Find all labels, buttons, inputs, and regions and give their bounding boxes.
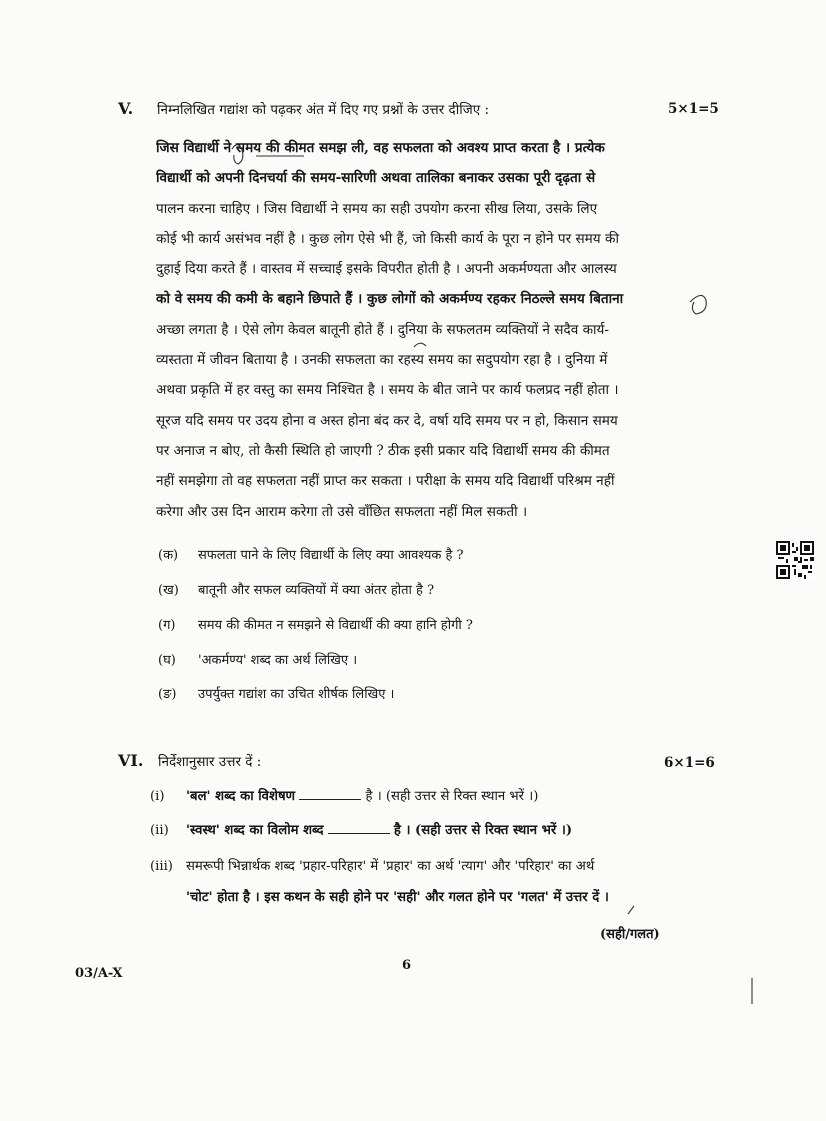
question-text: उपर्युक्त गद्यांश का उचित शीर्षक लिखिए । (198, 687, 395, 702)
section-vi-instruction: निर्देशानुसार उत्तर दें : (158, 754, 262, 770)
section-v-number: V. (118, 99, 134, 118)
section-v-marks: 5×1=5 (668, 101, 719, 117)
passage-line: अथवा प्रकृति में हर वस्तु का समय निश्चित है । समय के बीत जाने पर कार्य फलप्रद नहीं होता । (156, 382, 619, 399)
item-text: समरूपी भिन्नार्थक शब्द 'प्रहार-परिहार' में 'प्रहार' का अर्थ 'त्याग' और 'परिहार' का अर्थ (186, 859, 595, 874)
question-label: (क) (158, 548, 179, 563)
pen-circle-mark (690, 295, 706, 314)
item-label: (i) (150, 789, 165, 804)
passage-line: अच्छा लगता है । ऐसे लोग केवल बातूनी होते हैं । दुनिया के सफलतम व्यक्तियों ने सदैव कार्य- (156, 321, 610, 338)
passage-line: सूरज यदि समय पर उदय होना व अस्त होना बंद कर दे, वर्षा यदि समय पर न हो, किसान समय (156, 412, 618, 429)
section-vi-marks: 6×1=6 (664, 755, 715, 771)
section-v-instruction: निम्नलिखित गद्यांश को पढ़कर अंत में दिए गए प्रश्नों के उत्तर दीजिए : (157, 102, 490, 118)
passage-line: जिस विद्यार्थी ने समय की कीमत समझ ली, वह सफलता को अवश्य प्राप्त करता है । प्रत्येक (156, 140, 605, 156)
question-label: (घ) (158, 653, 176, 668)
section-vi-number: VI. (118, 751, 144, 770)
question-text: बातूनी और सफल व्यक्तियों में क्या अंतर होता है ? (198, 583, 435, 598)
paper-code: 03/A-X (75, 966, 123, 981)
item-text: है । (सही उत्तर से रिक्त स्थान भरें ।) (393, 823, 573, 838)
passage-line: पर अनाज न बोए, तो कैसी स्थिति हो जाएगी ? ठीक इसी प्रकार यदि विद्यार्थी समय की कीमत (156, 442, 610, 459)
passage-line: व्यस्तता में जीवन बिताया है । उनकी सफलता का रहस्य समय का सदुपयोग रहा है । दुनिया में (156, 352, 608, 369)
passage-line: पालन करना चाहिए । जिस विद्यार्थी ने समय का सही उपयोग करना सीख लिया, उसके लिए (156, 200, 598, 217)
question-label: (ङ) (158, 687, 177, 702)
question-label: (ख) (158, 583, 179, 598)
item-text: 'स्वस्थ' शब्द का विलोम शब्द (186, 823, 324, 838)
answer-hint: (सही/गलत) (600, 927, 660, 942)
qr-code (776, 541, 814, 579)
question-text: समय की कीमत न समझने से विद्यार्थी की क्या हानि होगी ? (198, 618, 473, 633)
passage-line: विद्यार्थी को अपनी दिनचर्या की समय-सारिणी अथवा तालिका बनाकर उसका पूरी दृढ़ता से (156, 170, 596, 187)
item-text: 'बल' शब्द का विशेषण (186, 789, 296, 804)
passage-line: करेगा और उस दिन आराम करेगा तो उसे वाँछित सफलता नहीं मिल सकती । (156, 503, 528, 520)
pen-tick (414, 343, 426, 347)
item-label: (ii) (150, 823, 169, 838)
question-label: (ग) (158, 618, 176, 633)
pen-tick-small (628, 906, 634, 914)
page-number: 6 (402, 958, 412, 973)
item-label: (iii) (150, 859, 173, 874)
passage-line: को वे समय की कमी के बहाने छिपाते हैं । कुछ लोगों को अकर्मण्य रहकर निठल्ले समय बिताना (156, 291, 624, 308)
passage-line: दुहाई दिया करते हैं । वास्तव में सच्चाई इसके विपरीत होती है । अपनी अकर्मण्यता और आलस्य (156, 261, 617, 278)
question-text: 'अकर्मण्य' शब्द का अर्थ लिखिए । (198, 653, 358, 668)
question-text: सफलता पाने के लिए विद्यार्थी के लिए क्या आवश्यक है ? (198, 548, 464, 563)
passage-line: नहीं समझेगा तो वह सफलता नहीं प्राप्त कर सकता । परीक्षा के समय यदि विद्यार्थी परिश्रम नहीं (156, 473, 615, 490)
item-iii-line2: 'चोट' होता है । इस कथन के सही होने पर 'सही' और गलत होने पर 'गलत' में उत्तर दें । (186, 890, 609, 905)
pen-scribble (232, 145, 243, 164)
item-text: है । (सही उत्तर से रिक्त स्थान भरें ।) (365, 789, 539, 804)
passage-line: कोई भी कार्य असंभव नहीं है । कुछ लोग ऐसे भी हैं, जो किसी कार्य के पूरा न होने पर समय की (156, 230, 619, 247)
